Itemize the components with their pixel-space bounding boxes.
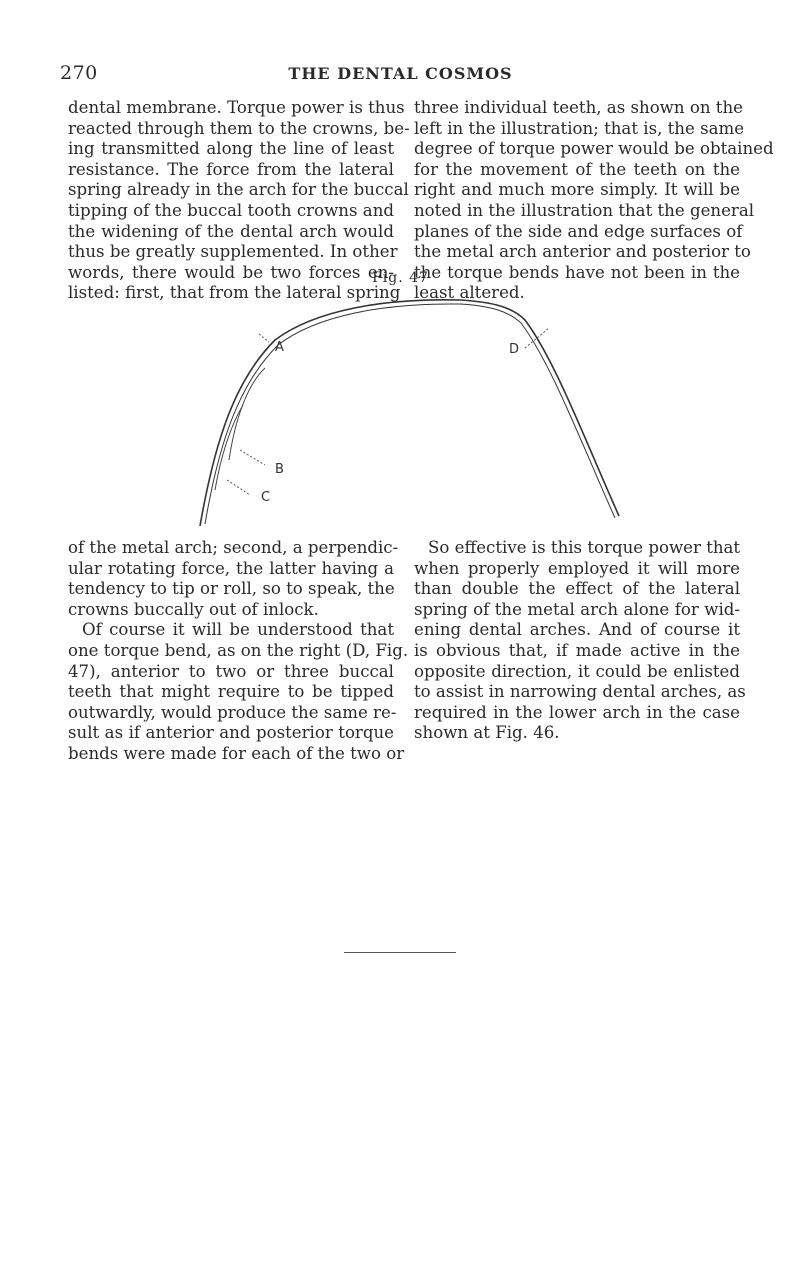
text-line: right and much more simply. It will be bbox=[414, 180, 740, 200]
text-line: spring already in the arch for the buccal bbox=[68, 180, 409, 200]
page-header bbox=[0, 62, 801, 86]
text-line: resistance. The force from the lateral bbox=[68, 159, 394, 179]
text-line: to assist in narrowing dental arches, as bbox=[414, 682, 746, 702]
text-column-bottom-right bbox=[414, 538, 746, 744]
text-line: the widening of the dental arch would bbox=[68, 221, 394, 241]
page-number: 270 bbox=[60, 62, 98, 84]
text-line: outwardly, would produce the same re- bbox=[68, 702, 397, 722]
figure-label-d: D bbox=[509, 342, 520, 357]
text-line: of the metal arch; second, a perpendic- bbox=[68, 538, 399, 557]
text-line: teeth that might require to be tipped bbox=[68, 682, 394, 702]
text-line: planes of the side and edge surfaces of bbox=[414, 221, 743, 241]
text-line: left in the illustration; that is, the same bbox=[414, 118, 745, 138]
text-line: dental membrane. Torque power is thus bbox=[68, 98, 405, 117]
text-line: opposite direction, it could be enlisted bbox=[414, 661, 740, 681]
text-line: noted in the illustration that the general bbox=[414, 200, 755, 220]
text-line: is obvious that, if made active in the bbox=[414, 640, 740, 660]
text-line: the torque bends have not been in the bbox=[414, 262, 740, 282]
text-line: tipping of the buccal tooth crowns and bbox=[68, 200, 394, 220]
text-line: ing transmitted along the line of least bbox=[68, 139, 394, 159]
text-line: when properly employed it will more bbox=[414, 558, 740, 578]
text-line: ening dental arches. And of course it bbox=[414, 620, 740, 640]
text-line: for the movement of the teeth on the bbox=[414, 159, 740, 179]
figure-label-a: A bbox=[275, 340, 284, 355]
running-title: THE DENTAL COSMOS bbox=[288, 64, 513, 83]
text-line: So effective is this torque power that bbox=[428, 538, 741, 557]
text-line: thus be greatly supplemented. In other bbox=[68, 242, 398, 262]
text-line: Of course it will be understood that bbox=[82, 620, 394, 640]
text-line: spring of the metal arch alone for wid- bbox=[414, 599, 740, 619]
text-line: the metal arch anterior and posterior to bbox=[414, 242, 751, 262]
text-line: than double the effect of the lateral bbox=[414, 579, 740, 599]
text-line: listed: first, that from the lateral spring bbox=[68, 283, 401, 303]
section-divider bbox=[344, 952, 456, 953]
text-line: least altered. bbox=[414, 283, 525, 303]
text-column-bottom-left bbox=[68, 538, 409, 765]
text-line: ular rotating force, the latter having a bbox=[68, 558, 394, 578]
arch-wire-drawing bbox=[195, 290, 625, 530]
text-line: sult as if anterior and posterior torque bbox=[68, 723, 394, 743]
text-line: shown at Fig. 46. bbox=[414, 723, 560, 743]
text-line: tendency to tip or roll, so to speak, the bbox=[68, 579, 395, 599]
text-line: reacted through them to the crowns, be- bbox=[68, 118, 410, 138]
figure-label-c: C bbox=[261, 490, 271, 505]
figure-arch-wire-diagram bbox=[195, 290, 625, 530]
text-line: bends were made for each of the two or bbox=[68, 743, 405, 763]
leader-line-c bbox=[227, 480, 250, 495]
text-line: three individual teeth, as shown on the bbox=[414, 98, 743, 117]
figure-caption: Fig. 47 bbox=[372, 270, 429, 286]
text-line: one torque bend, as on the right (D, Fig. bbox=[68, 640, 409, 660]
leader-line-a bbox=[259, 334, 269, 342]
figure-label-b: B bbox=[275, 462, 284, 477]
leader-line-b bbox=[240, 450, 265, 465]
text-line: 47), anterior to two or three buccal bbox=[68, 661, 394, 681]
text-line: degree of torque power would be obtained bbox=[414, 139, 774, 159]
text-line: required in the lower arch in the case bbox=[414, 702, 740, 722]
text-line: crowns buccally out of inlock. bbox=[68, 599, 319, 619]
text-line: words, there would be two forces en- bbox=[68, 262, 394, 282]
